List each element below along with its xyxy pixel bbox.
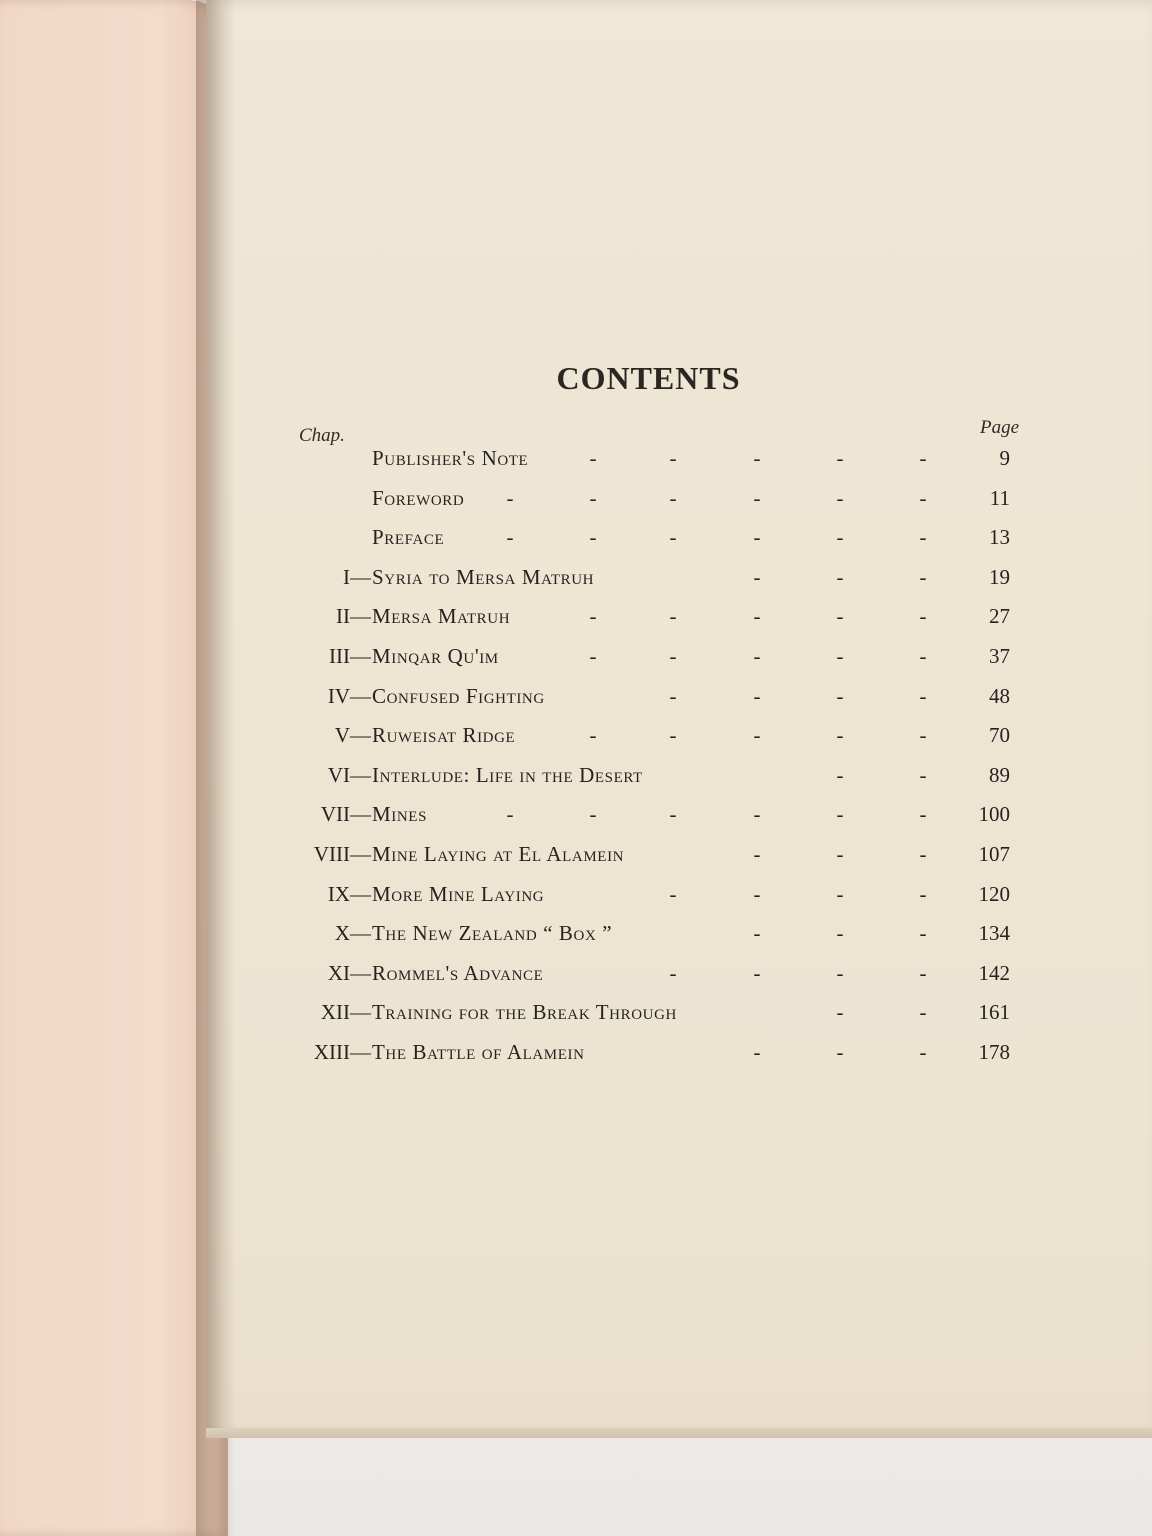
chapter-title: The New Zealand “ Box ” <box>372 921 613 946</box>
page-number: 161 <box>978 1000 1010 1025</box>
leader-dash: - <box>669 604 677 629</box>
leader-dash: - <box>919 1000 927 1025</box>
leader-dash: - <box>919 525 927 550</box>
leader-dash: - <box>919 960 927 985</box>
toc-entry <box>0 921 1152 951</box>
chapter-number: V— <box>334 723 371 748</box>
chapter-title: The Battle of Alamein <box>372 1040 585 1064</box>
leader-dash: - <box>836 881 844 906</box>
page-number: 48 <box>989 683 1010 708</box>
leader-dash: - <box>506 802 514 827</box>
toc-entry <box>0 763 1152 793</box>
toc-entry <box>0 525 1152 555</box>
leader-dash: - <box>753 723 761 748</box>
page-column-label: Page <box>980 417 1020 438</box>
leader-dash: - <box>836 683 844 708</box>
chapter-title: More Mine Laying <box>372 881 545 906</box>
chapter-title: Syria to Mersa Matruh <box>372 564 595 589</box>
chap-column-label: Chap. <box>299 425 345 446</box>
leader-dash: - <box>919 564 927 589</box>
chapter-title: Publisher's Note <box>372 446 529 470</box>
chapter-number: IV— <box>327 683 371 708</box>
page-number: 142 <box>978 960 1010 985</box>
chapter-number: II— <box>336 604 371 629</box>
leader-dash: - <box>589 485 597 510</box>
leader-dash: - <box>919 485 927 510</box>
leader-dash: - <box>836 604 844 629</box>
leader-dash: - <box>836 1000 844 1025</box>
leader-dash: - <box>753 960 761 985</box>
leader-dash: - <box>836 802 844 827</box>
chapter-title: Interlude: Life in the Desert <box>372 762 643 787</box>
chapter-number: IX— <box>327 881 371 906</box>
chapter-title: Mines <box>372 802 428 827</box>
chapter-title: Mersa Matruh <box>372 604 511 629</box>
leader-dash: - <box>589 604 597 629</box>
toc-entry <box>0 684 1152 714</box>
leader-dash: - <box>836 564 844 589</box>
leader-dash: - <box>836 525 844 550</box>
contents-page <box>206 0 1152 1434</box>
chapter-title: Rommel's Advance <box>372 960 544 985</box>
leader-dash: - <box>506 485 514 510</box>
leader-dash: - <box>836 723 844 748</box>
page-number: 120 <box>978 881 1010 906</box>
leader-dash: - <box>919 762 927 787</box>
chapter-number: X— <box>334 921 371 946</box>
page-number: 9 <box>999 446 1010 470</box>
leader-dash: - <box>919 842 927 866</box>
page-bottom-edge <box>206 1428 1152 1438</box>
toc-entry <box>0 842 1152 872</box>
leader-dash: - <box>919 802 927 827</box>
chapter-title: Minqar Qu'im <box>372 644 499 668</box>
page-number: 19 <box>989 564 1010 589</box>
leader-dash: - <box>589 525 597 550</box>
page-number: 70 <box>989 723 1010 748</box>
leader-dash: - <box>753 446 761 470</box>
page-number: 27 <box>989 604 1010 629</box>
page-number: 37 <box>989 644 1010 668</box>
leader-dash: - <box>836 960 844 985</box>
chapter-title: Training for the Break Through <box>372 1000 677 1025</box>
page-number: 107 <box>978 842 1010 866</box>
leader-dash: - <box>669 446 677 470</box>
leader-dash: - <box>836 921 844 946</box>
chapter-number: XI— <box>327 960 371 985</box>
toc-entry <box>0 723 1152 753</box>
leader-dash: - <box>669 525 677 550</box>
leader-dash: - <box>589 446 597 470</box>
leader-dash: - <box>919 723 927 748</box>
leader-dash: - <box>753 802 761 827</box>
leader-dash: - <box>669 683 677 708</box>
leader-dash: - <box>919 446 927 470</box>
chapter-title: Foreword <box>372 485 465 510</box>
leader-dash: - <box>836 446 844 470</box>
toc-entry <box>0 882 1152 912</box>
chapter-number: VIII— <box>313 842 371 866</box>
toc-entry <box>0 802 1152 832</box>
leader-dash: - <box>753 921 761 946</box>
leader-dash: - <box>753 485 761 510</box>
page-number: 89 <box>989 762 1010 787</box>
leader-dash: - <box>919 644 927 668</box>
chapter-title: Mine Laying at El Alamein <box>372 842 625 866</box>
leader-dash: - <box>753 604 761 629</box>
toc-entry <box>0 1000 1152 1030</box>
leader-dash: - <box>506 525 514 550</box>
leader-dash: - <box>919 683 927 708</box>
toc-entry <box>0 961 1152 991</box>
chapter-title: Ruweisat Ridge <box>372 723 516 748</box>
leader-dash: - <box>919 921 927 946</box>
leader-dash: - <box>753 881 761 906</box>
leader-dash: - <box>919 604 927 629</box>
page-number: 11 <box>989 485 1010 510</box>
chapter-number: III— <box>329 644 371 668</box>
chapter-number: VII— <box>320 802 371 827</box>
leader-dash: - <box>836 762 844 787</box>
page-number: 178 <box>978 1040 1010 1064</box>
toc-entry <box>0 446 1152 476</box>
toc-entry <box>0 644 1152 674</box>
leader-dash: - <box>669 644 677 668</box>
leader-dash: - <box>753 525 761 550</box>
toc-entry <box>0 604 1152 634</box>
page-number: 100 <box>978 802 1010 827</box>
chapter-number: XII— <box>320 1000 371 1025</box>
chapter-title: Confused Fighting <box>372 683 545 708</box>
leader-dash: - <box>589 723 597 748</box>
leader-dash: - <box>836 842 844 866</box>
leader-dash: - <box>669 802 677 827</box>
leader-dash: - <box>753 644 761 668</box>
chapter-number: VI— <box>327 762 371 787</box>
toc-entry <box>0 1040 1152 1070</box>
leader-dash: - <box>669 881 677 906</box>
leader-dash: - <box>753 683 761 708</box>
leader-dash: - <box>669 485 677 510</box>
chapter-number: I— <box>343 564 371 589</box>
leader-dash: - <box>836 485 844 510</box>
leader-dash: - <box>669 723 677 748</box>
page-number: 13 <box>989 525 1010 550</box>
chapter-number: XIII— <box>313 1040 371 1064</box>
leader-dash: - <box>669 960 677 985</box>
leader-dash: - <box>836 1040 844 1064</box>
leader-dash: - <box>836 644 844 668</box>
page-number: 134 <box>978 921 1010 946</box>
leader-dash: - <box>589 802 597 827</box>
leader-dash: - <box>919 881 927 906</box>
chapter-title: Preface <box>372 525 445 550</box>
leader-dash: - <box>589 644 597 668</box>
toc-entry <box>0 565 1152 595</box>
leader-dash: - <box>753 842 761 866</box>
contents-title: CONTENTS <box>556 360 741 396</box>
leader-dash: - <box>753 1040 761 1064</box>
leader-dash: - <box>919 1040 927 1064</box>
toc-entry <box>0 486 1152 516</box>
leader-dash: - <box>753 564 761 589</box>
